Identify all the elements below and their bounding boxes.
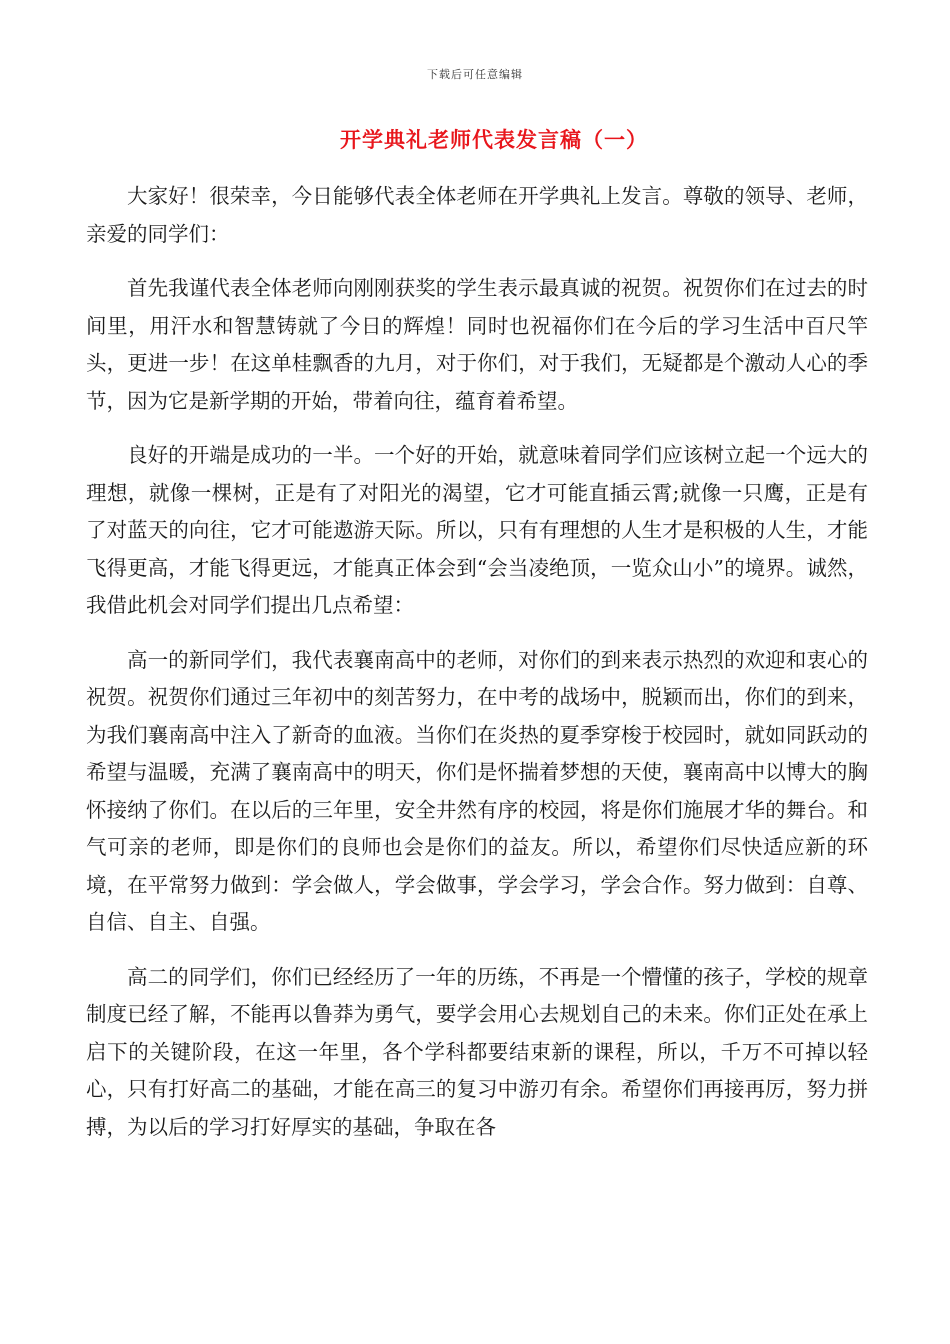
paragraph-grade-two: 高二的同学们，你们已经经历了一年的历练，不再是一个懵懂的孩子，学校的规章制度已经了解，不能再以鲁莽为勇气，要学会用心去规划自己的未来。你们正处在承上启下的关键阶段，在这一年里，各个学科都要结束新的课程，所以，千万不可掉以轻心，只有打好高二的基础，才能在高三的复习中游刃有余。希望你们再接再厉，努力拼搏，为以后的学习打好厚实的基础，争取在各 xyxy=(86,964,868,1139)
header-note: 下载后可任意编辑 xyxy=(427,68,523,81)
paragraph-congratulations: 首先我谨代表全体老师向刚刚获奖的学生表示最真诚的祝贺。祝贺你们在过去的时间里，用汗水和智慧铸就了今日的辉煌！同时也祝福你们在今后的学习生活中百尺竿头，更进一步！在这单桂飘香的九月，对于你们，对于我们，无疑都是个激动人心的季节，因为它是新学期的开始，带着向往，蕴育着希望。 xyxy=(86,276,868,413)
paragraph-good-start: 良好的开端是成功的一半。一个好的开始，就意味着同学们应该树立起一个远大的理想，就像一棵树，正是有了对阳光的渴望，它才可能直插云霄;就像一只鹰，正是有了对蓝天的向往，它才可能遨游天际。所以，只有有理想的人生才是积极的人生，才能飞得更高，才能飞得更远，才能真正体会到“会当凌绝顶，一览众山小”的境界。诚然，我借此机会对同学们提出几点希望： xyxy=(86,443,868,617)
paragraph-greeting: 大家好！很荣幸，今日能够代表全体老师在开学典礼上发言。尊敬的领导、老师，亲爱的同学们： xyxy=(86,184,868,246)
document-body xyxy=(86,178,868,1163)
document-title: 开学典礼老师代表发言稿（一） xyxy=(340,127,648,152)
paragraph-grade-one: 高一的新同学们，我代表襄南高中的老师，对你们的到来表示热烈的欢迎和衷心的祝贺。祝贺你们通过三年初中的刻苦努力，在中考的战场中，脱颖而出，你们的到来，为我们襄南高中注入了新奇的血液。当你们在炎热的夏季穿梭于校园时，就如同跃动的希望与温暖，充满了襄南高中的明天，你们是怀揣着梦想的天使，襄南高中以博大的胸怀接纳了你们。在以后的三年里，安全井然有序的校园，将是你们施展才华的舞台。和气可亲的老师，即是你们的良师也会是你们的益友。所以，希望你们尽快适应新的环境，在平常努力做到：学会做人，学会做事，学会学习，学会合作。努力做到：自尊、自信、自主、自强。 xyxy=(86,647,868,934)
